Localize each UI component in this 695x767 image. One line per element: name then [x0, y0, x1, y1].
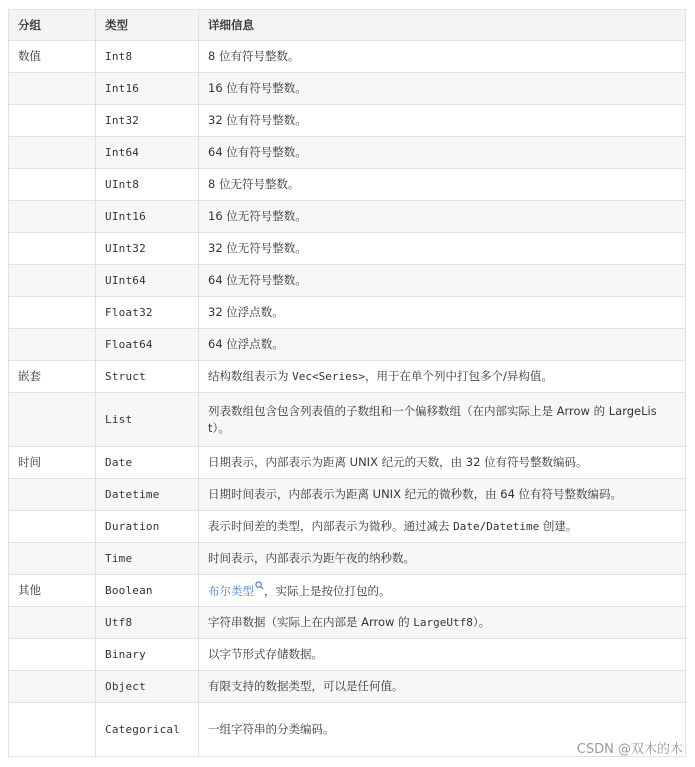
group-cell — [9, 73, 96, 105]
table-row — [9, 265, 686, 297]
group-cell — [9, 137, 96, 169]
detail-cell: 列表数组包含包含列表值的子数组和一个偏移数组（在内部实际上是 Arrow 的 LargeList）。 — [199, 393, 686, 447]
detail-text: 创建。 — [539, 519, 578, 533]
group-cell — [9, 169, 96, 201]
detail-cell: 一组字符串的分类编码。 — [199, 703, 686, 757]
group-cell — [9, 329, 96, 361]
group-cell — [9, 393, 96, 447]
detail-cell: 以字节形式存储数据。 — [199, 639, 686, 671]
type-cell: Int32 — [96, 105, 199, 137]
detail-text: ）。 — [472, 615, 491, 629]
detail-cell: 32 位无符号整数。 — [199, 233, 686, 265]
detail-cell: 16 位无符号整数。 — [199, 201, 686, 233]
data-types-table — [8, 9, 686, 757]
watermark: CSDN @双木的木 — [576, 742, 683, 757]
search-icon[interactable] — [255, 581, 264, 590]
detail-cell: 日期表示，内部表示为距离 UNIX 纪元的天数，由 32 位有符号整数编码。 — [199, 447, 686, 479]
group-cell — [9, 703, 96, 757]
detail-cell: 32 位有符号整数。 — [199, 105, 686, 137]
type-cell: Int8 — [96, 41, 199, 73]
type-cell: Boolean — [96, 575, 199, 607]
detail-cell: 有限支持的数据类型，可以是任何值。 — [199, 671, 686, 703]
type-cell: UInt64 — [96, 265, 199, 297]
type-cell: Struct — [96, 361, 199, 393]
group-cell — [9, 201, 96, 233]
type-cell: Date — [96, 447, 199, 479]
table-row — [9, 361, 686, 393]
detail-cell: 8 位有符号整数。 — [199, 41, 686, 73]
table-row — [9, 137, 686, 169]
detail-code: LargeUtf8 — [413, 616, 473, 629]
group-cell: 数值 — [9, 41, 96, 73]
detail-text: 表示时间差的类型，内部表示为微秒。通过减去 — [208, 519, 454, 533]
table-row — [9, 105, 686, 137]
detail-text: ，用于在单个列中打包多个/异构值。 — [365, 369, 553, 383]
table-row — [9, 447, 686, 479]
detail-text: 字符串数据（实际上在内部是 Arrow 的 — [208, 615, 414, 629]
group-cell — [9, 265, 96, 297]
table-row — [9, 297, 686, 329]
type-cell: Datetime — [96, 479, 199, 511]
type-cell: Float64 — [96, 329, 199, 361]
table-row — [9, 233, 686, 265]
detail-cell: 时间表示，内部表示为距午夜的纳秒数。 — [199, 543, 686, 575]
table-row — [9, 393, 686, 447]
type-cell: Int16 — [96, 73, 199, 105]
type-cell: UInt32 — [96, 233, 199, 265]
group-cell — [9, 671, 96, 703]
detail-code: Date/Datetime — [453, 520, 540, 533]
group-cell: 其他 — [9, 575, 96, 607]
group-cell — [9, 543, 96, 575]
group-cell — [9, 607, 96, 639]
group-cell — [9, 479, 96, 511]
table-row — [9, 479, 686, 511]
type-cell: UInt16 — [96, 201, 199, 233]
detail-text: 结构数组表示为 — [208, 369, 293, 383]
detail-cell: 8 位无符号整数。 — [199, 169, 686, 201]
detail-cell: 16 位有符号整数。 — [199, 73, 686, 105]
type-cell: UInt8 — [96, 169, 199, 201]
detail-cell: 64 位无符号整数。 — [199, 265, 686, 297]
detail-cell — [199, 361, 686, 393]
detail-cell — [199, 607, 686, 639]
type-cell: Object — [96, 671, 199, 703]
type-cell: Binary — [96, 639, 199, 671]
table-row — [9, 607, 686, 639]
table-header-row — [9, 10, 686, 41]
detail-text: ，实际上是按位打包的。 — [264, 583, 391, 598]
group-cell: 时间 — [9, 447, 96, 479]
group-cell — [9, 511, 96, 543]
table-row — [9, 41, 686, 73]
header-detail: 详细信息 — [199, 10, 686, 41]
detail-cell — [199, 575, 686, 607]
type-cell: Float32 — [96, 297, 199, 329]
header-group: 分组 — [9, 10, 96, 41]
detail-code: Vec<Series> — [292, 370, 366, 383]
type-cell: Categorical — [96, 703, 199, 757]
detail-cell: 日期时间表示，内部表示为距离 UNIX 纪元的微秒数，由 64 位有符号整数编码。 — [199, 479, 686, 511]
group-cell — [9, 639, 96, 671]
table-row — [9, 511, 686, 543]
boolean-type-link[interactable]: 布尔类型 — [208, 583, 254, 598]
table-row — [9, 575, 686, 607]
group-cell — [9, 233, 96, 265]
table-row — [9, 201, 686, 233]
detail-cell: 64 位浮点数。 — [199, 329, 686, 361]
type-cell: Utf8 — [96, 607, 199, 639]
table-row — [9, 329, 686, 361]
group-cell — [9, 105, 96, 137]
type-cell: List — [96, 393, 199, 447]
table-row — [9, 671, 686, 703]
table-row — [9, 639, 686, 671]
type-cell: Duration — [96, 511, 199, 543]
header-type: 类型 — [96, 10, 199, 41]
type-cell: Time — [96, 543, 199, 575]
group-cell — [9, 297, 96, 329]
type-cell: Int64 — [96, 137, 199, 169]
table-row — [9, 73, 686, 105]
detail-cell: 64 位有符号整数。 — [199, 137, 686, 169]
group-cell: 嵌套 — [9, 361, 96, 393]
detail-cell — [199, 511, 686, 543]
table-row — [9, 543, 686, 575]
table-row — [9, 169, 686, 201]
detail-cell: 32 位浮点数。 — [199, 297, 686, 329]
